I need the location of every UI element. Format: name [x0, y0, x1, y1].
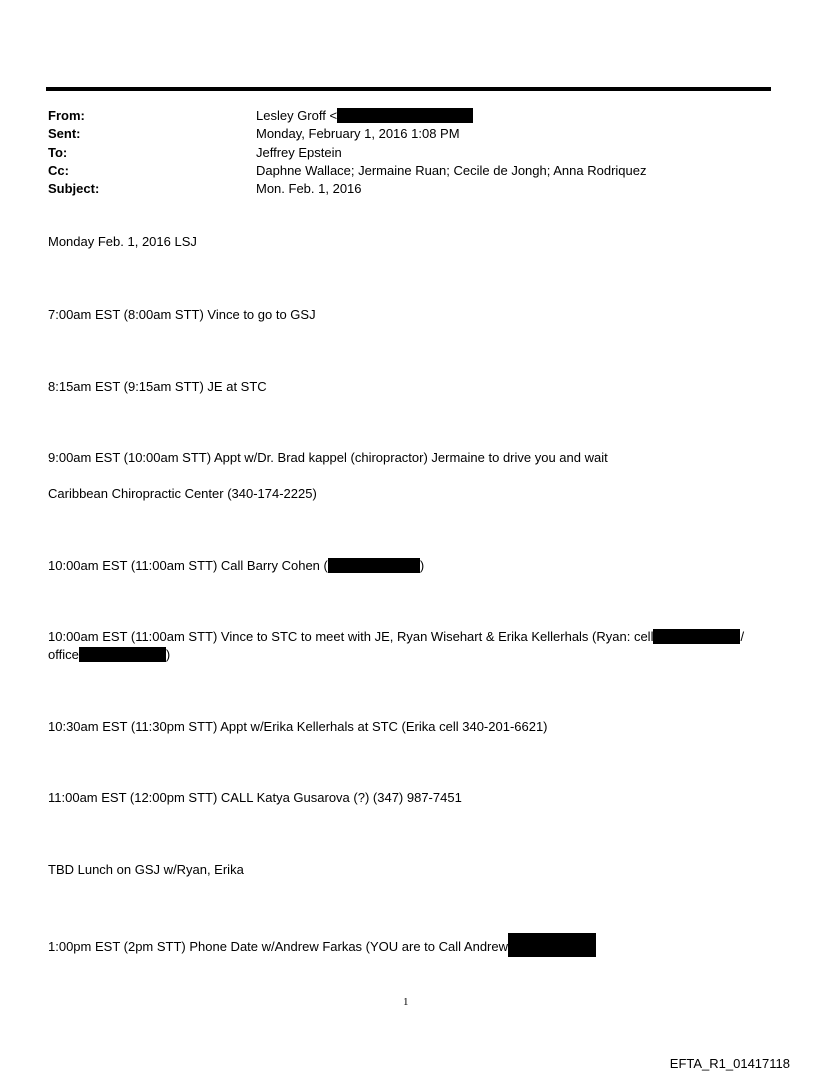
entry-4-text: 10:00am EST (11:00am STT) Call Barry Cohen (: [48, 558, 328, 573]
page-number: 1: [403, 996, 409, 1008]
schedule-entry-2: 8:15am EST (9:15am STT) JE at STC: [48, 379, 267, 394]
sent-label: Sent:: [48, 126, 81, 141]
schedule-entry-3: 9:00am EST (10:00am STT) Appt w/Dr. Brad kappel (chiropractor) Jermaine to drive you and wait: [48, 450, 608, 465]
subject-value: Mon. Feb. 1, 2016: [256, 181, 362, 196]
to-value: Jeffrey Epstein: [256, 145, 342, 160]
redaction-block: [508, 933, 596, 957]
redaction-block: [337, 108, 473, 123]
to-label: To:: [48, 145, 68, 160]
cc-value: Daphne Wallace; Jermaine Ruan; Cecile de Jongh; Anna Rodriquez: [256, 163, 647, 178]
header-rule: [46, 87, 771, 91]
subject-label: Subject:: [48, 181, 100, 196]
schedule-entry-9: [48, 933, 596, 957]
entry-5-close: ): [165, 647, 171, 662]
schedule-entry-5: [48, 629, 744, 644]
schedule-entry-1: 7:00am EST (8:00am STT) Vince to go to GSJ: [48, 307, 316, 322]
entry-5-text: 10:00am EST (11:00am STT) Vince to STC to meet with JE, Ryan Wisehart & Erika Kellerhals (Ryan: cell: [48, 629, 654, 644]
from-name: Lesley Groff <: [256, 108, 338, 123]
schedule-entry-7: 11:00am EST (12:00pm STT) CALL Katya Gusarova (?) (347) 987-7451: [48, 790, 462, 805]
entry-9-text: 1:00pm EST (2pm STT) Phone Date w/Andrew Farkas (YOU are to Call Andrew: [48, 939, 508, 954]
redaction-block: [328, 558, 420, 573]
entry-5-slash: /: [740, 629, 745, 644]
redaction-block: [653, 629, 740, 644]
from-value: [256, 108, 473, 123]
body-title: Monday Feb. 1, 2016 LSJ: [48, 234, 197, 249]
schedule-entry-5-cont: [48, 647, 170, 662]
entry-5-office: office: [48, 647, 79, 662]
schedule-entry-8: TBD Lunch on GSJ w/Ryan, Erika: [48, 862, 244, 877]
schedule-entry-3-detail: Caribbean Chiropractic Center (340-174-2225): [48, 486, 317, 501]
schedule-entry-6: 10:30am EST (11:30pm STT) Appt w/Erika Kellerhals at STC (Erika cell 340-201-6621): [48, 719, 548, 734]
redaction-block: [79, 647, 166, 662]
document-id: EFTA_R1_01417118: [669, 1056, 790, 1071]
sent-value: Monday, February 1, 2016 1:08 PM: [256, 126, 460, 141]
entry-4-close: ): [419, 558, 425, 573]
from-label: From:: [48, 108, 85, 123]
cc-label: Cc:: [48, 163, 69, 178]
schedule-entry-4: [48, 558, 424, 573]
